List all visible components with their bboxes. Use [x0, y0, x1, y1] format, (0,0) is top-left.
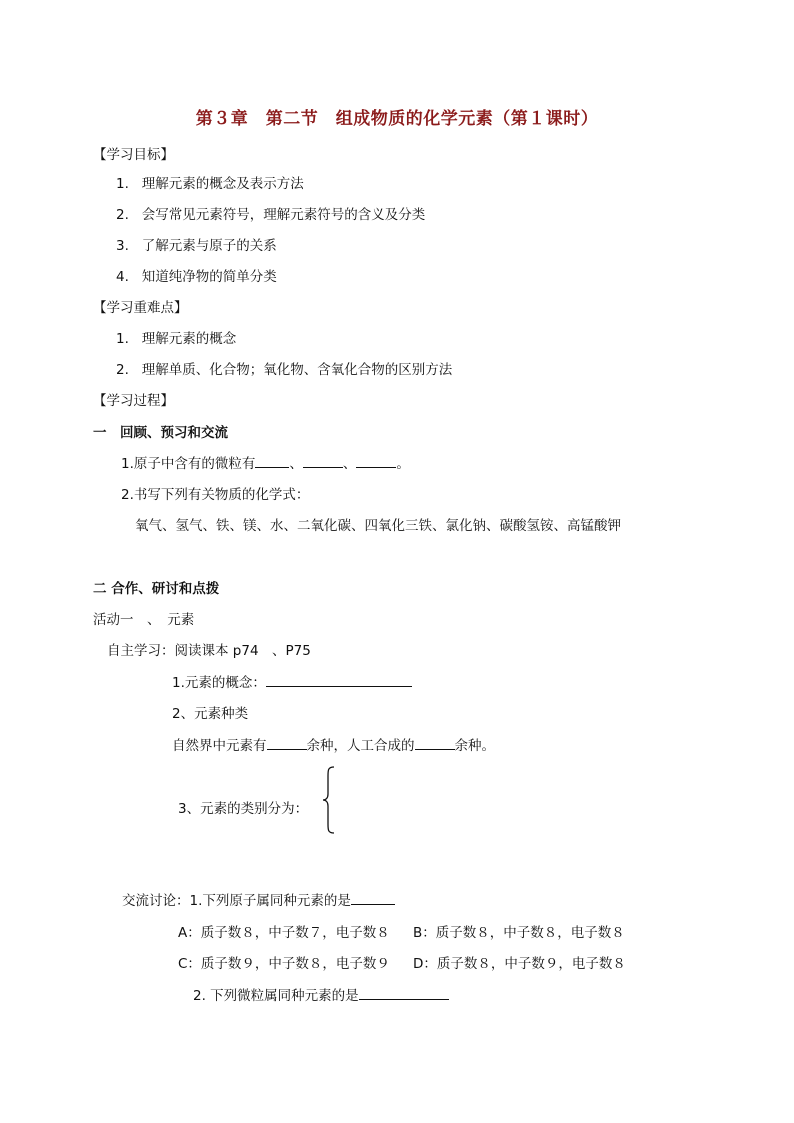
- goal-item-number: 4.: [116, 269, 129, 285]
- self-study-line: 自主学习：阅读课本 p74 、P75: [107, 643, 311, 659]
- option-d: D：质子数８，中子数９，电子数８: [413, 956, 626, 972]
- answer-blank[interactable]: [356, 455, 396, 468]
- element-concept-line: [172, 674, 412, 692]
- question-text: 2. 下列微粒属同种元素的是: [193, 988, 359, 1004]
- answer-blank[interactable]: [415, 737, 455, 750]
- element-kinds-line: [172, 737, 495, 755]
- goal-item-number: 1.: [116, 176, 129, 192]
- discussion-question-2: [193, 987, 449, 1005]
- key-point-number: 1.: [116, 331, 129, 347]
- separator: 。: [396, 456, 410, 472]
- question-text: 余种，人工合成的: [306, 738, 415, 754]
- substance-list: 氧气、氢气、铁、镁、水、二氧化碳、四氧化三铁、氯化钠、碳酸氢铵、高锰酸钾: [135, 518, 621, 534]
- review-question-2: 2.书写下列有关物质的化学式：: [121, 487, 310, 503]
- separator: 、: [342, 456, 357, 472]
- goal-item-text: 了解元素与原子的关系: [141, 238, 277, 254]
- goal-item-text: 知道纯净物的简单分类: [141, 269, 277, 285]
- question-text: 余种。: [454, 738, 495, 754]
- answer-blank[interactable]: [359, 987, 449, 1000]
- answer-blank[interactable]: [267, 737, 307, 750]
- goal-item-2: [116, 206, 425, 224]
- question-text: 1.原子中含有的微粒有: [121, 456, 256, 472]
- section2-heading: 二 合作、研讨和点拨: [93, 581, 220, 597]
- goal-item-number: 3.: [116, 238, 129, 254]
- review-question-1: [121, 455, 410, 473]
- activity-heading: 活动一 、 元素: [93, 612, 195, 628]
- goal-item-1: [116, 175, 304, 193]
- question-text: 自然界中元素有: [172, 738, 267, 754]
- element-category-label: 3、元素的类别分为：: [178, 801, 309, 817]
- separator: 、: [289, 456, 303, 472]
- answer-blank[interactable]: [303, 455, 343, 468]
- element-kinds-heading: 2、元素种类: [172, 706, 249, 722]
- key-points-heading: 【学习重难点】: [93, 300, 188, 316]
- section1-heading: 一 回顾、预习和交流: [93, 425, 228, 441]
- process-heading: 【学习过程】: [93, 393, 174, 409]
- option-b: B：质子数８，中子数８，电子数８: [413, 925, 625, 941]
- key-point-number: 2.: [116, 362, 129, 378]
- discussion-question-1: [122, 892, 395, 910]
- curly-brace-icon: [322, 766, 336, 834]
- key-point-text: 理解单质、化合物；氧化物、含氧化合物的区别方法: [141, 362, 453, 378]
- answer-blank[interactable]: [255, 455, 289, 468]
- answer-blank[interactable]: [351, 892, 395, 905]
- option-c: C：质子数９，中子数８，电子数９: [178, 956, 390, 972]
- goal-item-4: [116, 268, 277, 286]
- key-point-item-2: [116, 361, 452, 379]
- question-text: 交流讨论：1.下列原子属同种元素的是: [122, 893, 351, 909]
- key-point-text: 理解元素的概念: [141, 331, 237, 347]
- page-title: 第３章 第二节 组成物质的化学元素（第１课时）: [195, 109, 599, 129]
- answer-blank[interactable]: [266, 674, 412, 687]
- goal-item-3: [116, 237, 277, 255]
- goal-item-text: 会写常见元素符号，理解元素符号的含义及分类: [141, 207, 426, 223]
- goal-item-text: 理解元素的概念及表示方法: [141, 176, 304, 192]
- option-a: A：质子数８，中子数７，电子数８: [178, 925, 390, 941]
- question-text: 1.元素的概念：: [172, 675, 266, 691]
- goals-heading: 【学习目标】: [93, 147, 174, 163]
- goal-item-number: 2.: [116, 207, 129, 223]
- key-point-item-1: [116, 330, 236, 348]
